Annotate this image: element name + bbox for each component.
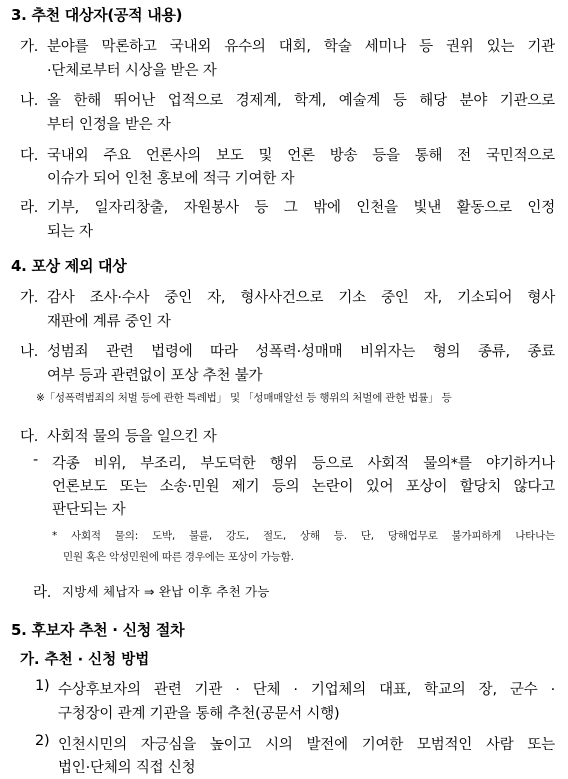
- footnote-line: 민원 혹은 악성민원에 따른 경우에는 포상이 가능함.: [63, 551, 294, 563]
- item-marker: 라.: [20, 200, 39, 216]
- item-marker: 2): [35, 733, 50, 749]
- item-line: 분야를 막론하고 국내외 유수의 대회, 학술 세미나 등 권위 있는 기관: [47, 39, 555, 55]
- item-line: 인천시민의 자긍심을 높이고 시의 발전에 기여한 모범적인 사람 또는: [58, 737, 555, 753]
- section-heading-4: 4. 포상 제외 대상: [11, 257, 127, 275]
- section-heading-3: 3. 추천 대상자(공적 내용): [11, 6, 183, 24]
- section-heading-5: 5. 후보자 추천 · 신청 절차: [11, 621, 185, 639]
- item-line: 판단되는 자: [52, 502, 126, 518]
- item-line: 이슈가 되어 인천 홍보에 적극 기여한 자: [47, 171, 295, 187]
- footnote-line: * 사회적 물의: 도박, 불륜, 강도, 절도, 상해 등. 단, 당해업무로 불가피하게 나타나는: [52, 530, 555, 542]
- item-line: 법인·단체의 직접 신청: [58, 760, 196, 776]
- item-line: 올 한해 뛰어난 업적으로 경제계, 학계, 예술계 등 해당 분야 기관으로: [47, 93, 555, 109]
- subsection-heading: 가. 추천 · 신청 방법: [20, 652, 150, 668]
- item-line: 부터 인정을 받은 자: [47, 117, 171, 133]
- item-line: 성범죄 관련 법령에 따라 성폭력·성매매 비위자는 형의 종류, 종료: [47, 344, 555, 360]
- item-line: 사회적 물의 등을 일으킨 자: [47, 429, 217, 445]
- item-line: 기부, 일자리창출, 자원봉사 등 그 밖에 인천을 빛낸 활동으로 인정: [47, 200, 555, 216]
- item-marker: 가.: [20, 39, 39, 55]
- item-line: 재판에 계류 중인 자: [47, 314, 171, 330]
- item-marker: 라.: [33, 585, 52, 601]
- item-marker: 1): [35, 678, 50, 694]
- item-marker: 다.: [20, 148, 39, 164]
- item-line: 국내외 주요 언론사의 보도 및 언론 방송 등을 통해 전 국민적으로: [47, 148, 555, 164]
- item-line: 되는 자: [47, 224, 93, 240]
- item-line: 수상후보자의 관련 기관 · 단체 · 기업체의 대표, 학교의 장, 군수 ·: [58, 682, 555, 698]
- item-line: ·단체로부터 시상을 받은 자: [47, 63, 217, 79]
- item-line: 언론보도 또는 소송·민원 제기 등의 논란이 있어 포상이 할당치 않다고: [52, 479, 555, 495]
- item-line: 지방세 체납자 ⇒ 완납 이후 추천 가능: [62, 584, 270, 599]
- item-line: 각종 비위, 부조리, 부도덕한 행위 등으로 사회적 물의*를 야기하거나: [52, 456, 555, 472]
- item-marker: 가.: [20, 290, 39, 306]
- item-line: 구청장이 관계 기관을 통해 추천(공문서 시행): [58, 706, 340, 722]
- item-line: 감사 조사·수사 중인 자, 형사사건으로 기소 중인 자, 기소되어 형사: [47, 290, 555, 306]
- item-marker: 나.: [20, 93, 39, 109]
- item-marker: 다.: [20, 429, 39, 445]
- dash-marker: -: [33, 452, 39, 468]
- item-marker: 나.: [20, 344, 39, 360]
- law-reference-note: ※「성폭력범죄의 처벌 등에 관한 특례법」 및 「성매매알선 등 행위의 처벌에 관한 법률」 등: [36, 392, 452, 404]
- item-line: 여부 등과 관련없이 포상 추천 불가: [47, 368, 263, 384]
